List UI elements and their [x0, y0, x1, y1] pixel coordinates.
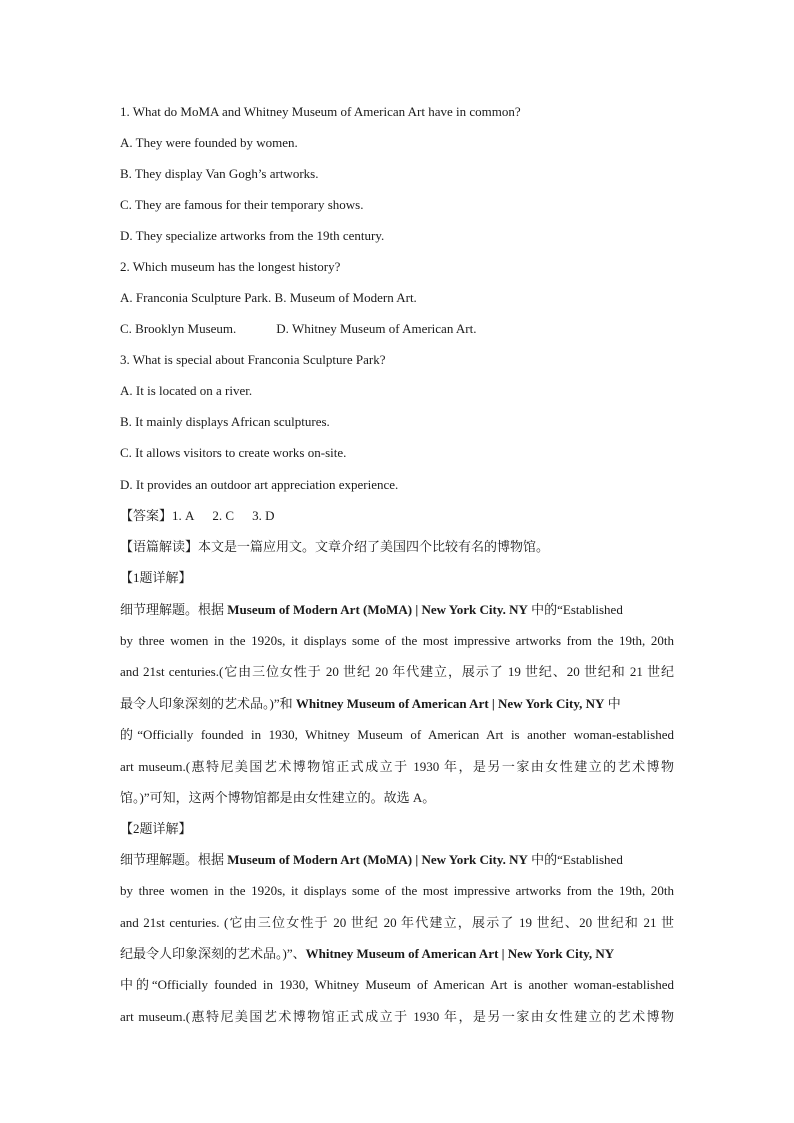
detail-2-line-4 — [120, 945, 674, 963]
question-1-stem: 1. What do MoMA and Whitney Museum of American Art have in common? — [120, 104, 521, 119]
detail-1-line-6: art museum.(惠特尼美国艺术博物馆正式成立于 1930 年，是另一家由女性建立的艺术博物 — [120, 759, 674, 774]
question-3-option-d: D. It provides an outdoor art appreciation experience. — [120, 477, 399, 492]
detail-1-text: 最令人印象深刻的艺术品。)”和 — [120, 696, 296, 711]
detail-2-text: 纪最令人印象深刻的艺术品。)”、 — [120, 946, 306, 961]
question-3-option-a: A. It is located on a river. — [120, 383, 253, 398]
question-2-options-row-2 — [120, 320, 674, 338]
answer-2: 2. C — [212, 508, 235, 523]
answer-3: 3. D — [252, 508, 275, 523]
detail-1-line-7: 馆。)”可知，这两个博物馆都是由女性建立的。故选 A。 — [120, 790, 436, 805]
museum-name-moma: Museum of Modern Art (MoMA) | New York City. NY — [227, 602, 528, 617]
analysis-label: 【语篇解读】 — [120, 539, 199, 554]
question-1-option-d: D. They specialize artworks from the 19th century. — [120, 228, 385, 243]
detail-1-line-4 — [120, 695, 674, 713]
question-2-options-row-1 — [120, 289, 674, 307]
detail-2-text: 细节理解题。根据 — [120, 852, 228, 867]
detail-1-line-2: by three women in the 1920s, it displays some of the most impressive artworks from the 19th, 20th — [120, 633, 674, 648]
answer-1: 1. A — [172, 508, 195, 523]
question-2-option-d: D. Whitney Museum of American Art. — [276, 321, 477, 336]
detail-1-line-5: 的“Officially founded in 1930, Whitney Museum of American Art is another woman-established — [120, 727, 674, 742]
detail-2-line-6: art museum.(惠特尼美国艺术博物馆正式成立于 1930 年，是另一家由女性建立的艺术博物 — [120, 1009, 674, 1024]
detail-1-line-1 — [120, 601, 674, 619]
question-2-stem: 2. Which museum has the longest history? — [120, 259, 341, 274]
question-2-option-c: C. Brooklyn Museum. — [120, 321, 237, 336]
detail-2-line-5: 中的“Officially founded in 1930, Whitney Museum of American Art is another woman-established — [120, 977, 674, 992]
detail-1-text: 中的“Established — [527, 602, 623, 617]
detail-2-line-1 — [120, 851, 674, 869]
museum-name-whitney: Whitney Museum of American Art | New York City, NY — [305, 946, 615, 961]
answer-line — [120, 507, 674, 525]
question-2-option-a: A. Franconia Sculpture Park. — [120, 290, 272, 305]
detail-1-text: 细节理解题。根据 — [120, 602, 228, 617]
detail-2-line-2: by three women in the 1920s, it displays some of the most impressive artworks from the 19th, 20th — [120, 883, 674, 898]
detail-1-text: 中 — [604, 696, 621, 711]
detail-2-text: 中的“Established — [527, 852, 623, 867]
detail-2-line-3: and 21st centuries. (它由三位女性于 20 世纪 20 年代建立，展示了 19 世纪、20 世纪和 21 世 — [120, 915, 674, 930]
question-3-option-c: C. It allows visitors to create works on-site. — [120, 445, 347, 460]
detail-2-heading: 【2题详解】 — [120, 821, 192, 836]
detail-1-heading: 【1题详解】 — [120, 570, 192, 585]
question-1-option-a: A. They were founded by women. — [120, 135, 298, 150]
analysis-line — [120, 538, 674, 556]
analysis-text: 本文是一篇应用文。文章介绍了美国四个比较有名的博物馆。 — [198, 539, 550, 554]
detail-1-line-3: and 21st centuries.(它由三位女性于 20 世纪 20 年代建立，展示了 19 世纪、20 世纪和 21 世纪 — [120, 664, 674, 679]
question-1-option-b: B. They display Van Gogh’s artworks. — [120, 166, 319, 181]
museum-name-moma: Museum of Modern Art (MoMA) | New York City. NY — [227, 852, 528, 867]
question-2-option-b: B. Museum of Modern Art. — [274, 290, 417, 305]
answer-label: 【答案】 — [120, 508, 173, 523]
question-3-option-b: B. It mainly displays African sculptures. — [120, 414, 330, 429]
question-3-stem: 3. What is special about Franconia Sculpture Park? — [120, 352, 386, 367]
museum-name-whitney: Whitney Museum of American Art | New York City, NY — [295, 696, 605, 711]
question-1-option-c: C. They are famous for their temporary shows. — [120, 197, 364, 212]
